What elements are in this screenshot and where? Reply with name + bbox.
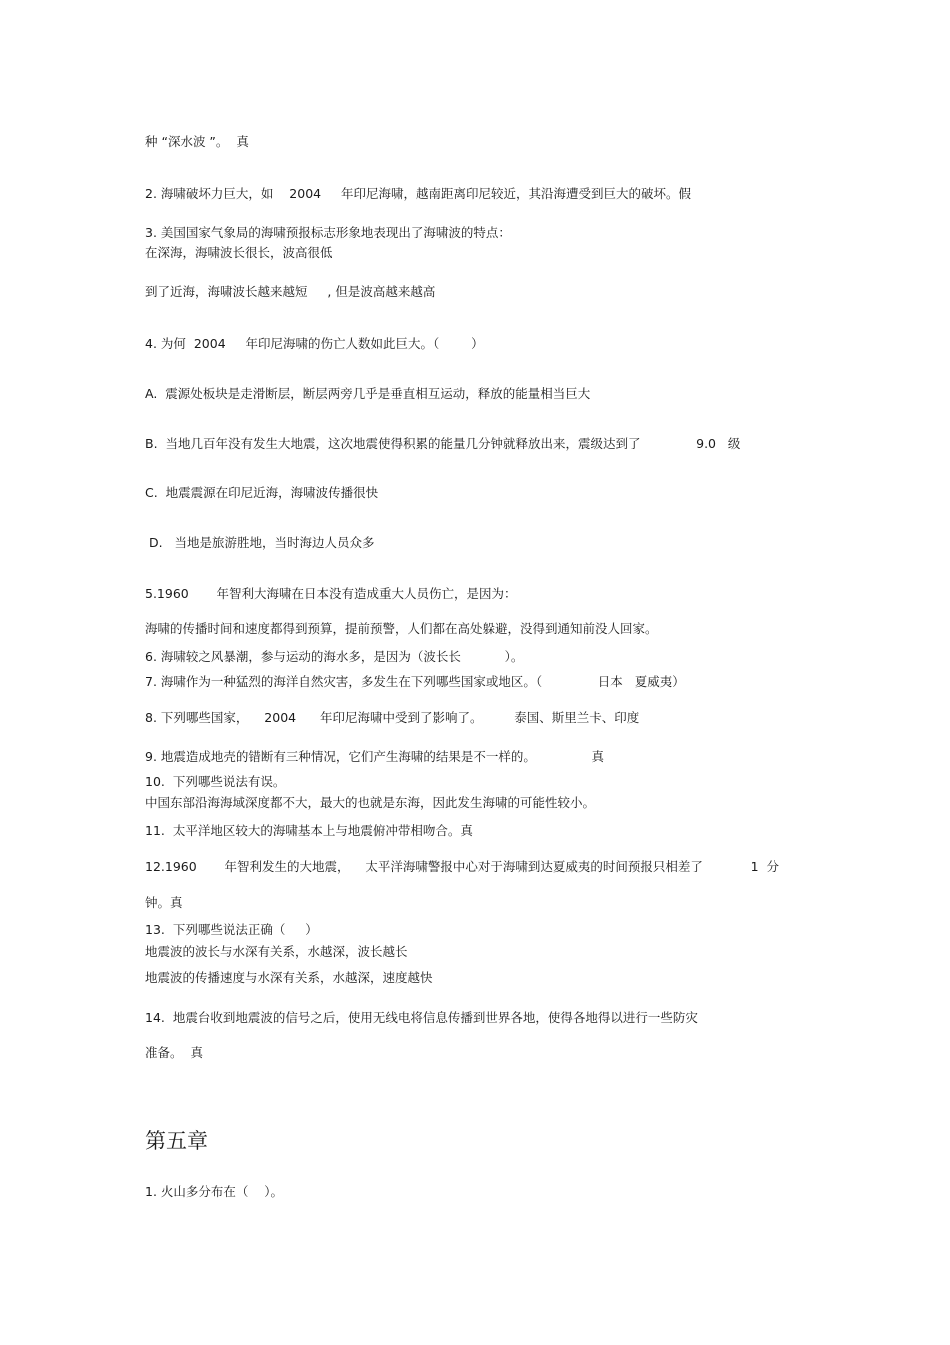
text-line: 钟。真 (145, 895, 183, 910)
question-7: 7. 海啸作为一种猛烈的海洋自然灾害，多发生在下列哪些国家或地区。（ 日本 夏威夷） (145, 674, 685, 689)
question-6: 6. 海啸较之风暴潮，参与运动的海水多，是因为（波长长 ）。 (145, 649, 524, 664)
option-d: D. 当地是旅游胜地，当时海边人员众多 (145, 535, 375, 550)
question-14: 14. 地震台收到地震波的信号之后，使用无线电将信息传播到世界各地，使得各地得以进行一些防灾 (145, 1010, 698, 1025)
question-8: 8. 下列哪些国家， 2004 年印尼海啸中受到了影响了。 泰国、斯里兰卡、印度 (145, 710, 640, 725)
question-5: 5.1960 年智利大海啸在日本没有造成重大人员伤亡，是因为： (145, 586, 517, 601)
question-3: 3. 美国国家气象局的海啸预报标志形象地表现出了海啸波的特点： (145, 225, 511, 240)
question-4: 4. 为何 2004 年印尼海啸的伤亡人数如此巨大。（ ） (145, 336, 484, 351)
text-line: 地震波的传播速度与水深有关系，水越深，速度越快 (145, 970, 433, 985)
text-line: 在深海，海啸波长很长，波高很低 (145, 245, 333, 260)
option-c: C. 地震震源在印尼近海，海啸波传播很快 (145, 485, 379, 500)
question-11: 11. 太平洋地区较大的海啸基本上与地震俯冲带相吻合。真 (145, 823, 473, 838)
text-line: 地震波的波长与水深有关系，水越深，波长越长 (145, 944, 408, 959)
text-line: 种 “深水波 ”。 真 (145, 134, 249, 149)
text-line: 海啸的传播时间和速度都得到预算，提前预警，人们都在高处躲避，没得到通知前没人回家。 (145, 621, 658, 636)
question-2: 2. 海啸破坏力巨大，如 2004 年印尼海啸，越南距离印尼较近，其沿海遭受到巨大的破坏。假 (145, 186, 691, 201)
option-a: A. 震源处板块是走滑断层，断层两旁几乎是垂直相互运动，释放的能量相当巨大 (145, 386, 591, 401)
text-line: 准备。 真 (145, 1045, 203, 1060)
question-13: 13. 下列哪些说法正确（ ） (145, 922, 318, 937)
question-9: 9. 地震造成地壳的错断有三种情况，它们产生海啸的结果是不一样的。 真 (145, 749, 605, 764)
option-b: B. 当地几百年没有发生大地震，这次地震使得积累的能量几分钟就释放出来，震级达到了 9.0 级 (145, 436, 741, 451)
text-line: 到了近海，海啸波长越来越短 , 但是波高越来越高 (145, 284, 436, 299)
chapter-heading: 第五章 (145, 1129, 208, 1153)
chapter-question-1: 1. 火山多分布在（ ）。 (145, 1184, 284, 1199)
question-10: 10. 下列哪些说法有误。 (145, 774, 286, 789)
question-12: 12.1960 年智利发生的大地震， 太平洋海啸警报中心对于海啸到达夏威夷的时间预报只相差了 1 分 (145, 859, 779, 874)
text-line: 中国东部沿海海域深度都不大，最大的也就是东海，因此发生海啸的可能性较小。 (145, 795, 596, 810)
